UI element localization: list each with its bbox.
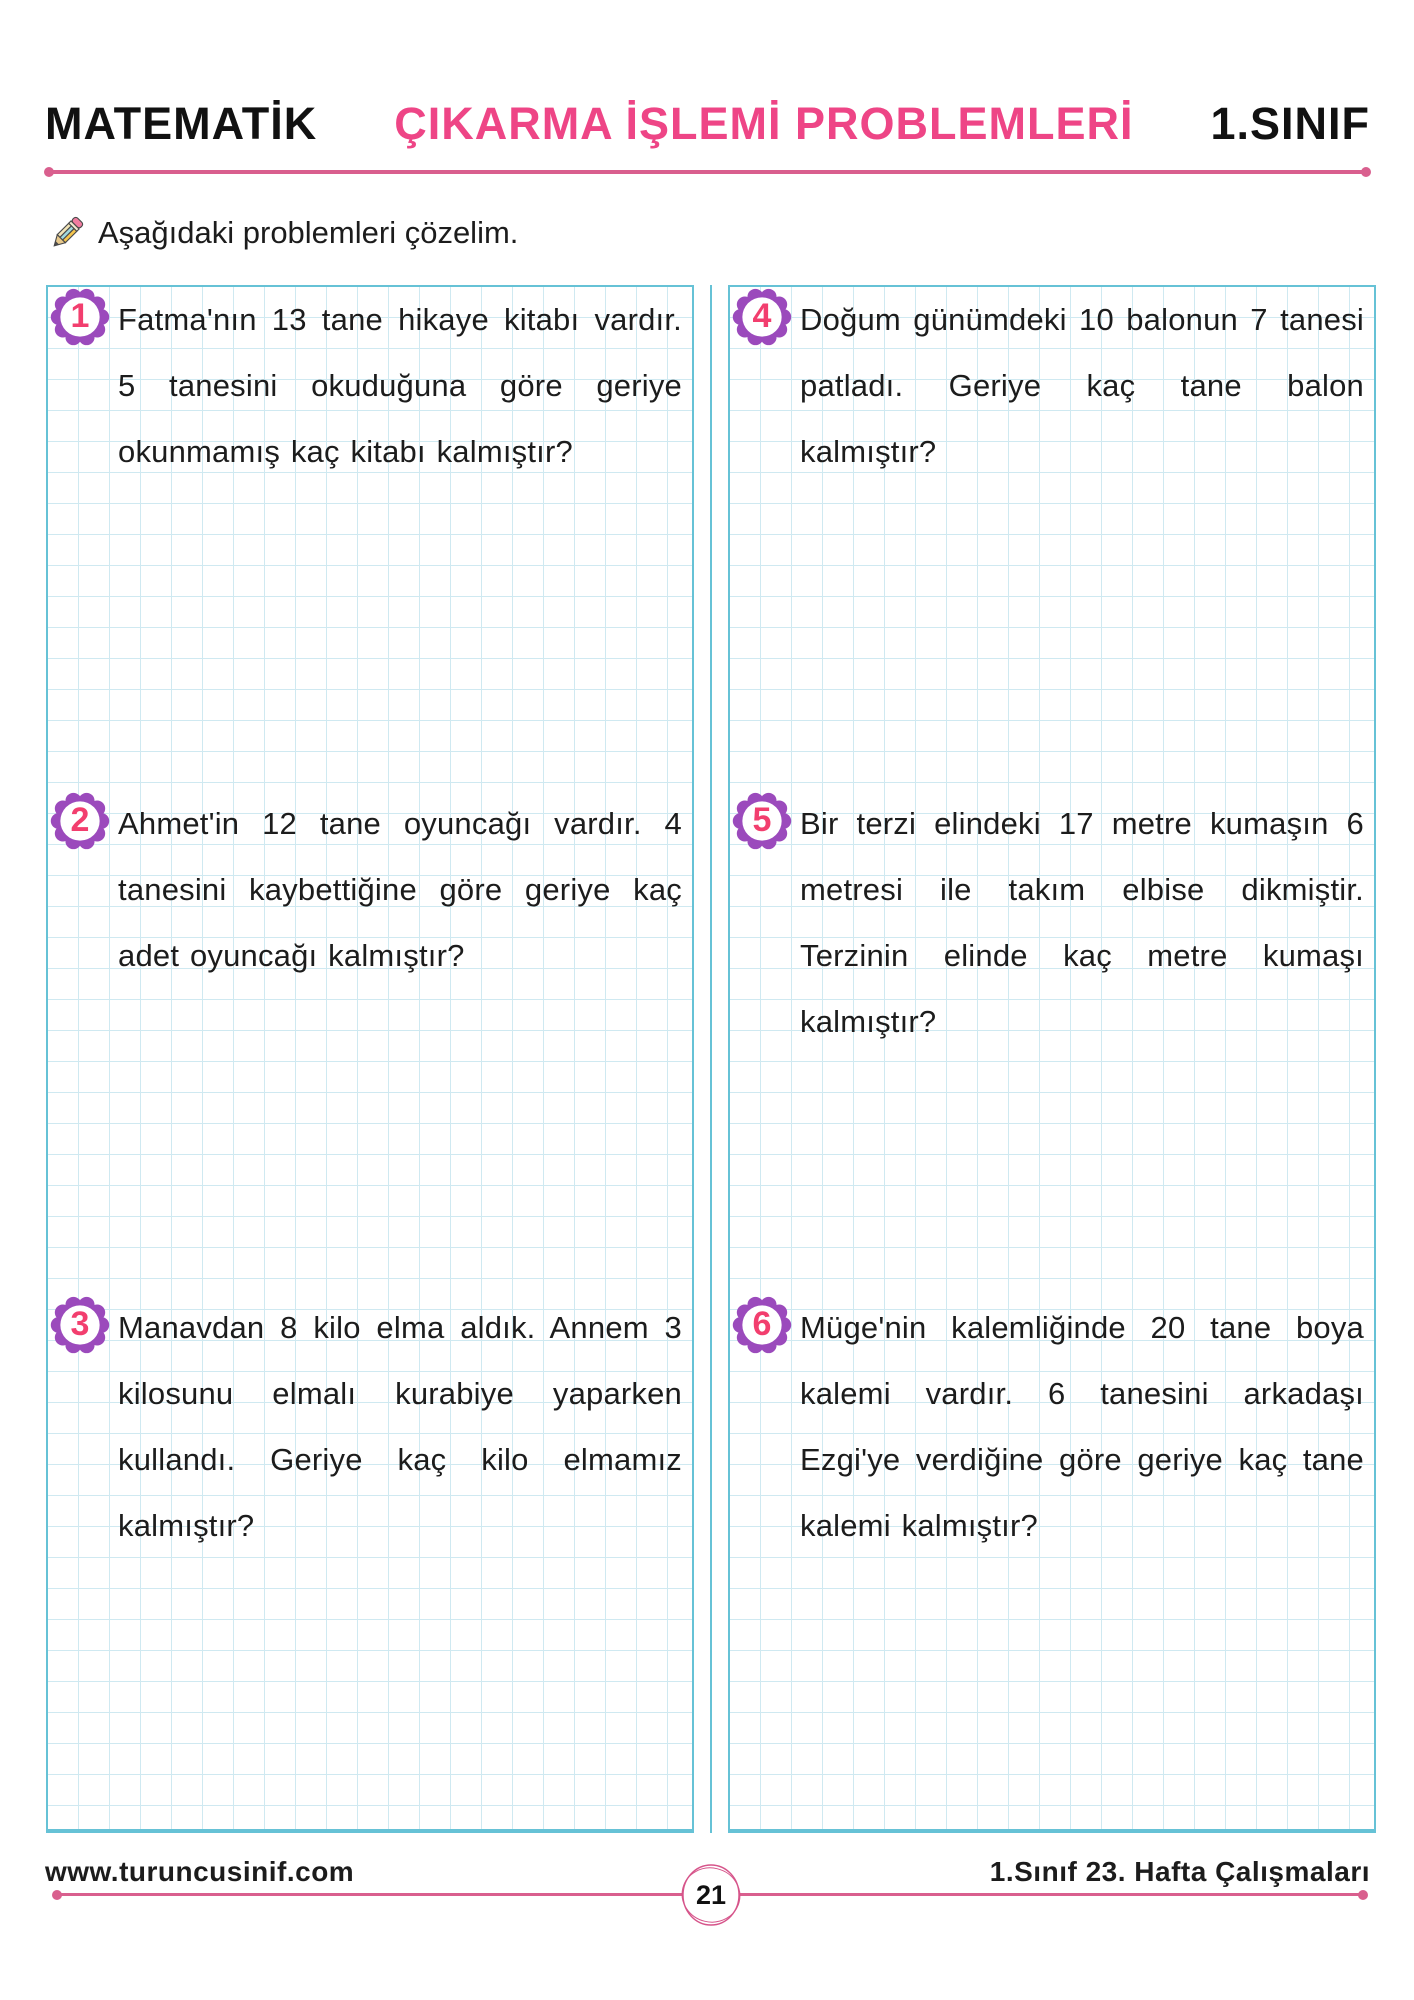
- subject-title: MATEMATİK: [45, 98, 318, 149]
- problem-number: 1: [70, 296, 90, 335]
- problem-number: 2: [70, 800, 90, 839]
- edition-label: 1.Sınıf 23. Hafta Çalışmaları: [989, 1856, 1370, 1887]
- pencil-icon: [48, 214, 86, 252]
- column-divider: [710, 285, 712, 1833]
- right-column-grid: [728, 285, 1376, 1833]
- worksheet-area: [46, 285, 1376, 1833]
- problem-2-number-badge: [46, 787, 114, 855]
- problem-text: Bir terzi elindeki 17 metre kumaşın 6 metresi ile takım elbise dikmiştir. Terzinin elinde kaç metre kumaşı kalmıştır?: [800, 806, 1364, 1039]
- instruction-row: [48, 214, 518, 252]
- problem-text: Fatma'nın 13 tane hikaye kitabı vardır. 5 tanesini okuduğuna göre geriye okunmamış kaç kitabı kalmıştır?: [118, 302, 682, 469]
- problem-number: 3: [70, 1304, 90, 1343]
- problem-text: Ahmet'in 12 tane oyuncağı vardır. 4 tanesini kaybettiğine göre geriye kaç adet oyuncağı kalmıştır?: [118, 806, 682, 973]
- page-number: 21: [695, 1879, 727, 1910]
- problem-text: Müge'nin kalemliğinde 20 tane boya kalemi vardır. 6 tanesini arkadaşı Ezgi'ye verdiğine göre geriye kaç tane kalemi kalmıştır?: [800, 1310, 1364, 1543]
- left-column-grid: [46, 285, 694, 1833]
- problem-5: [730, 791, 1374, 1055]
- problem-4-number-badge: [728, 283, 796, 351]
- problem-1-number-badge: [46, 283, 114, 351]
- problem-1: [48, 287, 692, 485]
- problem-number: 6: [752, 1304, 772, 1343]
- header-divider-line: [50, 170, 1365, 174]
- problem-text: Doğum günümdeki 10 balonun 7 tanesi patladı. Geriye kaç tane balon kalmıştır?: [800, 302, 1364, 469]
- problem-number: 4: [752, 296, 772, 335]
- problem-6-number-badge: [728, 1291, 796, 1359]
- problem-2: [48, 791, 692, 989]
- problem-3: [48, 1295, 692, 1559]
- problem-4: [730, 287, 1374, 485]
- problem-3-number-badge: [46, 1291, 114, 1359]
- problem-6: [730, 1295, 1374, 1559]
- problem-text: Manavdan 8 kilo elma aldık. Annem 3 kilosunu elmalı kurabiye yaparken kullandı. Geriye kaç kilo elmamız kalmıştır?: [118, 1310, 682, 1543]
- grade-label: 1.SINIF: [1210, 98, 1370, 149]
- problem-number: 5: [752, 800, 772, 839]
- page-title: ÇIKARMA İŞLEMİ PROBLEMLERİ: [394, 98, 1134, 149]
- problem-5-number-badge: [728, 787, 796, 855]
- instruction-text: Aşağıdaki problemleri çözelim.: [98, 215, 519, 250]
- website-url: www.turuncusinif.com: [45, 1856, 355, 1887]
- header: [45, 98, 1370, 150]
- page-number-badge: [679, 1862, 743, 1928]
